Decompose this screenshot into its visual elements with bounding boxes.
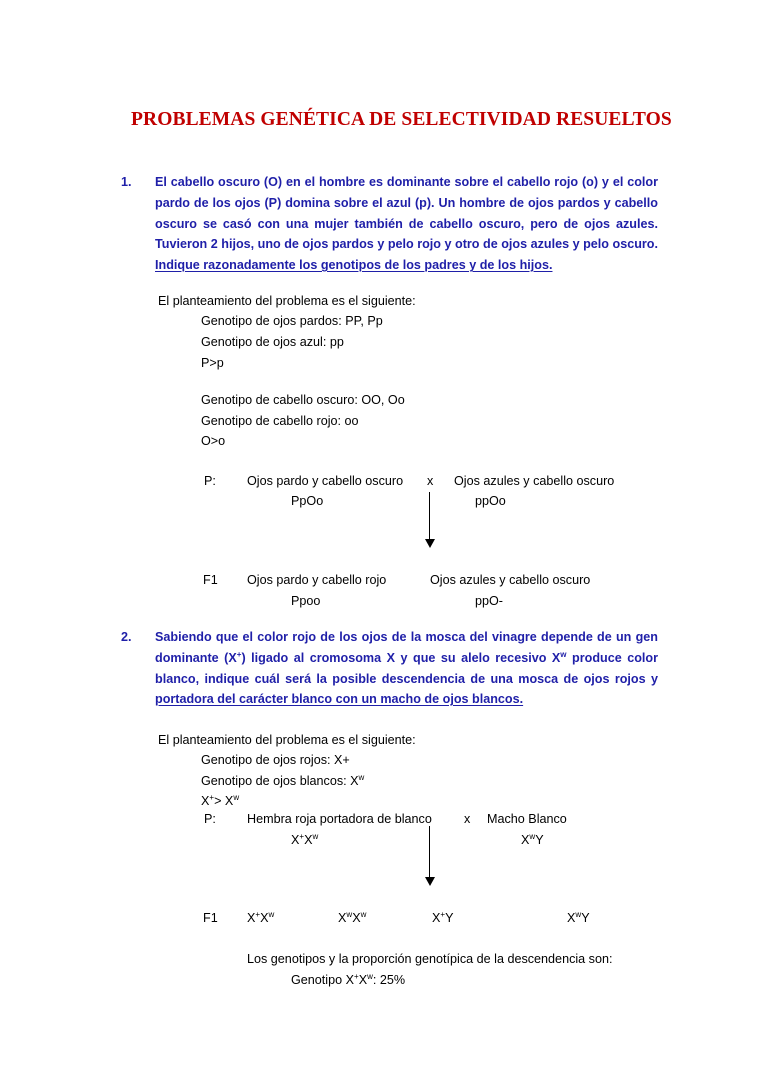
genotype-line: Genotipo de ojos blancos: $X^w$ (201, 773, 365, 788)
question-line: El cabello oscuro (O) en el hombre es dominante sobre el cabello rojo (o) y el color (155, 175, 658, 189)
arrow-down-icon (425, 877, 435, 886)
cross-label-p: P: (204, 812, 216, 826)
parent-phenotype: Ojos pardo y cabello oscuro (247, 474, 404, 488)
question-line: Indique razonadamente los genotipos de los padres y de los hijos. (155, 258, 553, 272)
parent-phenotype: Macho Blanco (487, 812, 567, 826)
genotype-line: Genotipo de ojos pardos: PP, Pp (201, 314, 383, 328)
parent-phenotype: Hembra roja portadora de blanco (247, 812, 432, 826)
parent-genotype: ppOo (475, 494, 506, 508)
parent-phenotype: Ojos azules y cabello oscuro (454, 474, 615, 488)
offspring-phenotype: Ojos azules y cabello oscuro (430, 573, 591, 587)
page-title: PROBLEMAS GENÉTICA DE SELECTIVIDAD RESUELTOS (131, 109, 672, 130)
offspring-genotype: Ppoo (291, 594, 321, 608)
arrow-down-icon (425, 539, 435, 548)
question-line: blanco, indique cuál será la posible descendencia de una mosca de ojos rojos y (155, 672, 658, 686)
question-line: oscuro se casó con una mujer también de cabello oscuro, pero de ojos azules. (155, 217, 658, 231)
dominance-line: P>p (201, 356, 224, 370)
question-line: Sabiendo que el color rojo de los ojos de la mosca del vinagre depende de un gen (155, 630, 658, 644)
genotype-line: Genotipo de cabello rojo: oo (201, 414, 359, 428)
parent-genotype: PpOo (291, 494, 324, 508)
dominance-line: O>o (201, 434, 226, 448)
question-number: 1. (121, 175, 132, 189)
proportion-line: Genotipo $X^+X^w$: 25% (291, 972, 406, 987)
genotype-line: Genotipo de ojos rojos: X+ (201, 753, 350, 767)
answer-intro: El planteamiento del problema es el siguiente: (158, 733, 416, 747)
parent-genotype: $X^wY$ (521, 832, 544, 847)
offspring-genotype: X+Y (432, 910, 454, 925)
descent-arrow (429, 826, 430, 878)
question-number: 2. (121, 630, 132, 644)
cross-label-p: P: (204, 474, 216, 488)
offspring-genotype: $X^wY$ (567, 910, 590, 925)
question-line: pardo de los ojos (P) domina sobre el azul (p). Un hombre de ojos pardos y cabello (155, 196, 658, 210)
question-line: dominante (X+) ligado al cromosoma X y que su alelo recesivo $X^w$ produce color (155, 650, 658, 665)
offspring-genotype: $X^wX^w$ (338, 910, 367, 925)
offspring-genotype: ppO- (475, 594, 503, 608)
offspring-phenotype: Ojos pardo y cabello rojo (247, 573, 387, 587)
parent-genotype: $X^+X^w$ (291, 832, 319, 847)
genotype-line: Genotipo de ojos azul: pp (201, 335, 344, 349)
descent-arrow (429, 492, 430, 540)
question-line: portadora del carácter blanco con un macho de ojos blancos. (155, 692, 524, 706)
cross-symbol: x (427, 474, 434, 488)
offspring-genotype: $X^+X^w$ (247, 910, 275, 925)
cross-symbol: x (464, 812, 471, 826)
cross-label-f1: F1 (203, 911, 218, 925)
answer-intro: El planteamiento del problema es el siguiente: (158, 294, 416, 308)
cross-label-f1: F1 (203, 573, 218, 587)
dominance-line: $X^+> X^w$ (201, 793, 240, 808)
genotype-line: Genotipo de cabello oscuro: OO, Oo (201, 393, 405, 407)
proportion-intro: Los genotipos y la proporción genotípica de la descendencia son: (247, 952, 613, 966)
question-line: Tuvieron 2 hijos, uno de ojos pardos y pelo rojo y otro de ojos azules y pelo oscuro. (155, 237, 658, 251)
